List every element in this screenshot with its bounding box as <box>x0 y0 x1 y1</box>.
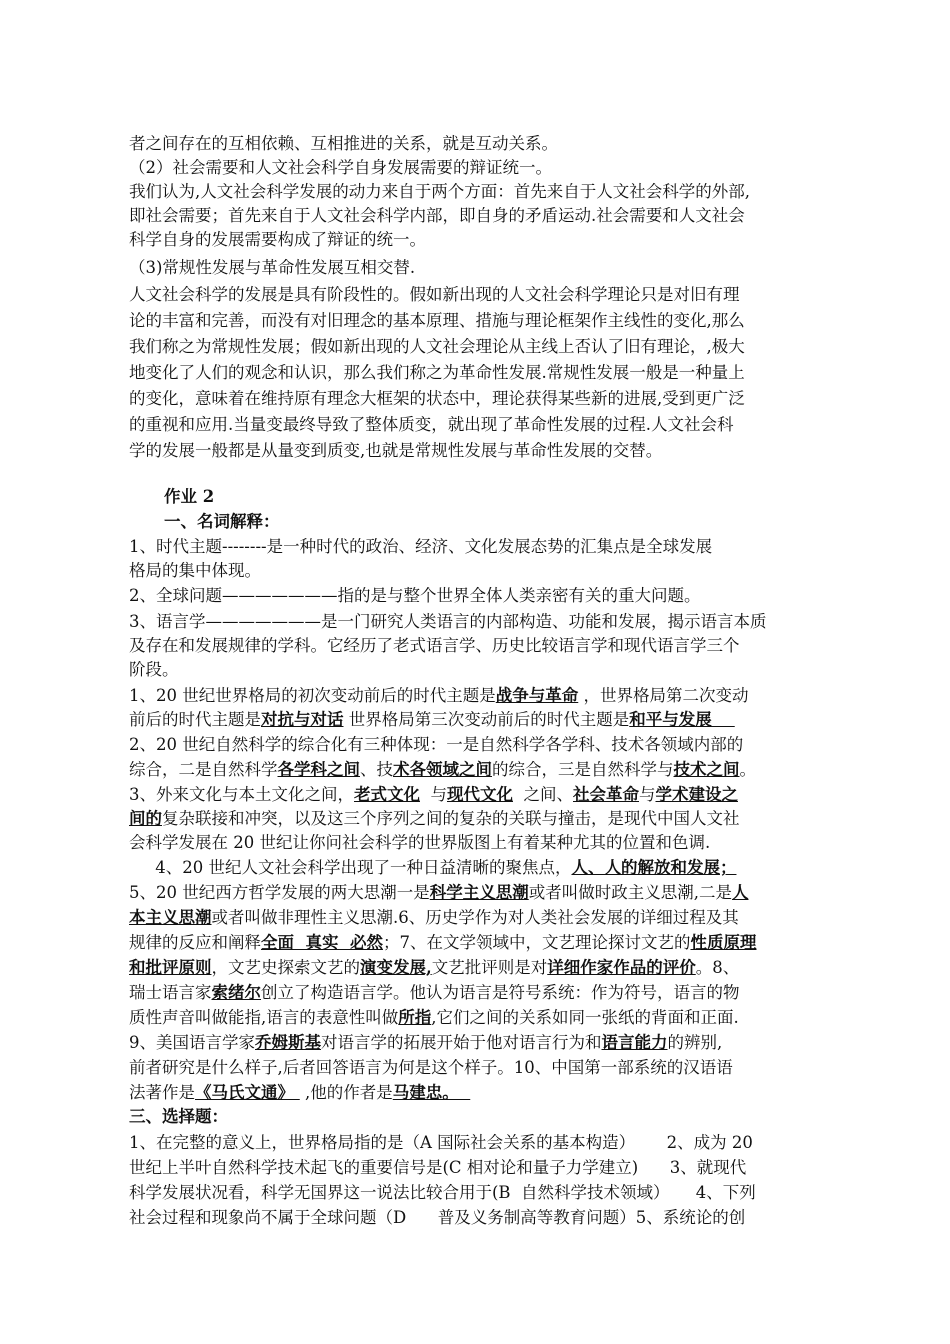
text-span: ，文艺史探索文艺的 <box>211 958 360 977</box>
text-span: 创立了构造语言学。他认为语言是符号系统：作为符号，语言的物 <box>261 983 740 1002</box>
text-span: 1、20 世纪世界格局的初次变动前后的时代主题是 <box>129 686 496 705</box>
text-span: 或者叫做非理性主义思潮.6、历史学作为对人类社会发展的详细过程及其 <box>211 908 739 927</box>
text-span: 5、20 世纪西方哲学发展的两大思潮一是 <box>129 883 430 902</box>
answer-span: 科学主义思潮 <box>429 883 529 902</box>
answer-span: 性质原理 <box>690 933 757 952</box>
answer-span: 技术之间 <box>673 760 740 779</box>
text-line: 地变化了人们的观念和认识，那么我们称之为革命性发展.常规性发展一般是一种量上 <box>129 363 745 382</box>
answer-span: 人、人的解放和发展； <box>571 858 737 877</box>
answer-span: 本主义思潮 <box>129 908 212 927</box>
section-title-terms: 一、名词解释： <box>164 512 280 531</box>
answer-span: 各学科之间 <box>277 760 360 779</box>
text-line <box>129 807 849 831</box>
text-span: 文艺批评则是对 <box>431 958 548 977</box>
text-line: 社会过程和现象尚不属于全球问题（D 普及义务制高等教育问题）5、系统论的创 <box>129 1208 746 1227</box>
answer-span: 所指 <box>398 1008 432 1027</box>
text-line <box>129 856 849 880</box>
text-span: ,它们之间的关系如同一张纸的背面和正面. <box>431 1008 739 1027</box>
answer-span: 老式文化 <box>354 785 420 804</box>
text-line: 科学自身的发展需要构成了辩证的统一。 <box>129 230 426 249</box>
text-span: 。 <box>739 760 756 779</box>
answer-span: 索绪尔 <box>211 983 261 1002</box>
text-line: 会科学发展在 20 世纪让你问社会科学的世界版图上有着某种尤其的位置和色调. <box>129 833 711 852</box>
text-span: 世界格局第三次变动前后的时代主题是 <box>343 710 630 729</box>
text-span: 或者叫做时政主义思潮,二是 <box>528 883 732 902</box>
text-span: 3、外来文化与本土文化之间， <box>129 785 354 804</box>
answer-span: 间的 <box>129 809 162 828</box>
text-line: 我们称之为常规性发展；假如新出现的人文社会理论从主线上否认了旧有理论，,极大 <box>129 337 745 356</box>
text-line: 1、时代主题--------是一种时代的政治、经济、文化发展态势的汇集点是全球发展 <box>129 537 713 556</box>
answer-span: 对抗与对话 <box>261 710 344 729</box>
text-line: 1、在完整的意义上，世界格局指的是（A 国际社会关系的基本构造） 2、成为 20 <box>129 1133 753 1152</box>
answer-span: 和批评原则 <box>129 958 212 977</box>
text-line: 前者研究是什么样子,后者回答语言为何是这个样子。10、中国第一部系统的汉语语 <box>129 1058 733 1077</box>
text-span: 的综合，三是自然科学与 <box>492 760 674 779</box>
text-line <box>129 708 849 732</box>
answer-span: 演变发展, <box>360 958 432 977</box>
text-span: 的辨别, <box>667 1033 723 1052</box>
answer-span: 术各领域之间 <box>393 760 492 779</box>
text-span: 、技 <box>360 760 393 779</box>
text-line <box>129 906 849 930</box>
text-line: 我们认为,人文社会科学发展的动力来自于两个方面：首先来自于人文社会科学的外部, <box>129 182 750 201</box>
text-line <box>129 1031 849 1055</box>
text-line <box>129 1081 849 1105</box>
text-span: 与 <box>639 785 656 804</box>
text-line: 学的发展一般都是从量变到质变,也就是常规性发展与革命性发展的交替。 <box>129 441 663 460</box>
text-line: 科学发展状况看，科学无国界这一说法比较合用于(B 自然科学技术领域） 4、下列 <box>129 1183 756 1202</box>
text-span: 复杂联接和冲突，以及这三个序列之间的复杂的关联与撞击，是现代中国人文社 <box>162 809 740 828</box>
text-span: 4、20 世纪人文社会科学出现了一种日益清晰的聚焦点， <box>129 858 572 877</box>
text-span: 综合，二是自然科学 <box>129 760 278 779</box>
text-line <box>129 931 849 955</box>
text-span: 瑞士语言家 <box>129 983 212 1002</box>
answer-span: 全面 真实 必然 <box>261 933 383 952</box>
text-line: 格局的集中体现。 <box>129 561 261 580</box>
text-line: 的变化，意味着在维持原有理念大框架的状态中，理论获得某些新的进展,受到更广泛 <box>129 389 745 408</box>
text-line <box>129 1006 849 1030</box>
answer-span: 战争与革命 <box>495 686 579 705</box>
text-line: （2）社会需要和人文社会科学自身发展需要的辩证统一。 <box>129 158 552 177</box>
answer-span: 乔姆斯基 <box>255 1033 321 1052</box>
answer-span: 学术建设之 <box>655 785 738 804</box>
answer-span: 《马氏文通》 <box>195 1083 300 1102</box>
text-line: 及存在和发展规律的学科。它经历了老式语言学、历史比较语言学和现代语言学三个 <box>129 636 740 655</box>
text-span: 法著作是 <box>129 1083 195 1102</box>
text-line: 世纪上半叶自然科学技术起飞的重要信号是(C 相对论和量子力学建立) 3、就现代 <box>129 1158 747 1177</box>
text-line: 人文社会科学的发展是具有阶段性的。假如新出现的人文社会科学理论只是对旧有理 <box>129 285 740 304</box>
text-line <box>129 758 849 782</box>
text-line: 2、20 世纪自然科学的综合化有三种体现：一是自然科学各学科、技术各领域内部的 <box>129 735 744 754</box>
answer-span: 语言能力 <box>601 1033 668 1052</box>
text-line: 论的丰富和完善，而没有对旧理念的基本原理、措施与理论框架作主线性的变化,那么 <box>129 311 745 330</box>
text-line: 3、语言学———————是一门研究人类语言的内部构造、功能和发展，揭示语言本质 <box>129 612 767 631</box>
text-line: 即社会需要；首先来自于人文社会科学内部，即自身的矛盾运动.社会需要和人文社会 <box>129 206 745 225</box>
text-span: ,他的作者是 <box>299 1083 393 1102</box>
text-span: 对语言学的拓展开始于他对语言行为和 <box>321 1033 602 1052</box>
text-line: 的重视和应用.当量变最终导致了整体质变，就出现了革命性发展的过程.人文社会科 <box>129 415 734 434</box>
text-line <box>129 881 849 905</box>
answer-span: 和平与发展 <box>629 710 735 729</box>
text-span: 。8、 <box>695 958 740 977</box>
homework-title: 作业 2 <box>164 487 215 506</box>
text-line <box>129 981 849 1005</box>
text-span: 与 <box>420 785 447 804</box>
text-line: 阶段。 <box>129 660 179 679</box>
text-span: ；7、在文学领域中，文艺理论探讨文艺的 <box>382 933 691 952</box>
text-line <box>129 684 849 708</box>
text-span: 9、美国语言学家 <box>129 1033 255 1052</box>
answer-span: 现代文化 <box>447 785 513 804</box>
text-span: 之间、 <box>513 785 573 804</box>
text-span: 质性声音叫做能指,语言的表意性叫做 <box>129 1008 399 1027</box>
text-line: （3)常规性发展与革命性发展互相交替. <box>129 258 416 277</box>
answer-span: 详细作家作品的评价 <box>547 958 696 977</box>
text-line <box>129 956 849 980</box>
text-line: 2、全球问题———————指的是与整个世界全体人类亲密有关的重大问题。 <box>129 586 701 605</box>
text-line: 者之间存在的互相依赖、互相推进的关系，就是互动关系。 <box>129 134 558 153</box>
text-span: 规律的反应和阐释 <box>129 933 261 952</box>
text-span: ，世界格局第二次变动 <box>578 686 749 705</box>
text-line <box>129 783 849 807</box>
answer-span: 社会革命 <box>573 785 639 804</box>
text-span: 前后的时代主题是 <box>129 710 261 729</box>
answer-span: 马建忠。 <box>392 1083 471 1102</box>
section-title-choice: 三、选择题： <box>129 1107 228 1126</box>
answer-span: 人 <box>732 883 749 902</box>
